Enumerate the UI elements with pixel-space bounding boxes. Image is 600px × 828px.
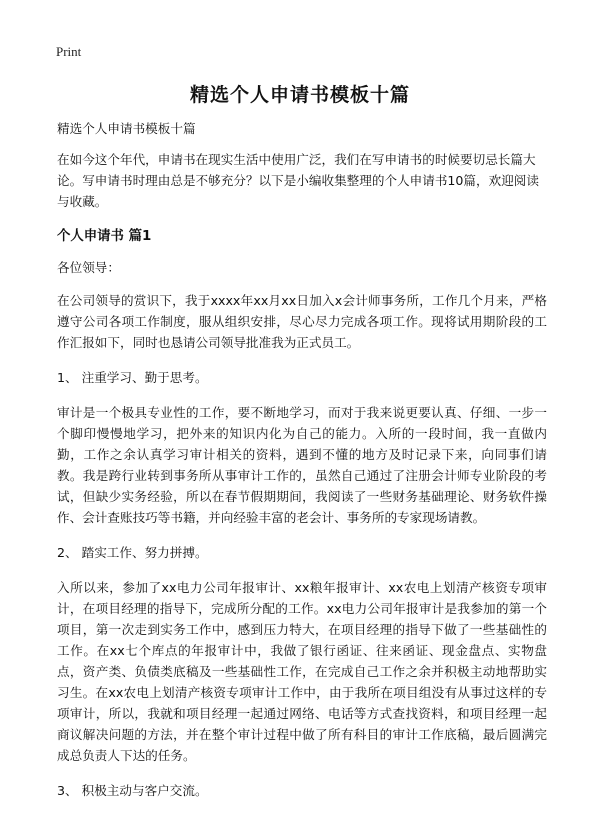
intro-paragraph: 在如今这个年代，申请书在现实生活中使用广泛，我们在写申请书的时候要切忌长篇大论。写申请书时理由总是不够充分？以下是小编收集整理的个人申请书10篇，欢迎阅读与收藏。 <box>57 152 539 209</box>
list-item-1: 1、 注重学习、勤于思考。 <box>57 370 208 385</box>
paragraph-3: 入所以来，参加了xx电力公司年报审计、xx粮年报审计、xx农电上划清产核资专项审计，在项目经理的指导下，完成所分配的工作。xx电力公司年报审计是我参加的第一个项目，第一次走到实务工作中，感到压力特大，在项目经理的指导下做了一些基础性的工作。在xx七个库点的年报审计中，我做了银行函证、往来函证、现金盘点、实物盘点，资产类、负债类底稿及一些基础性工作，在完成自己工作之余并积极主动地帮助实习生。在xx农电上划清产核资专项审计工作中，由于我所在项目组没有从事过这样的专项审计，所以，我就和项目经理一起通过网络、电话等方式查找资料，和项目经理一起商议解决问题的方法，并在整个审计过程中做了所有科目的审计工作底稿，最后圆满完成总负责人下达的任务。 <box>57 580 547 763</box>
document-title: 精选个人申请书模板十篇 <box>189 84 410 106</box>
document-body <box>57 118 547 815</box>
paragraph-1: 在公司领导的赏识下，我于xxxx年xx月xx日加入x会计师事务所，工作几个月来，严格遵守公司各项工作制度，服从组织安排，尽心尽力完成各项工作。现将试用期阶段的工作汇报如下，同时也恳请公司领导批准我为正式员工。 <box>57 293 547 350</box>
print-label: Print <box>56 44 82 59</box>
section-heading: 个人申请书 篇1 <box>57 229 152 244</box>
list-item-2: 2、 踏实工作、努力拼搏。 <box>57 545 208 560</box>
document-subtitle: 精选个人申请书模板十篇 <box>57 121 196 136</box>
paragraph-2: 审计是一个极具专业性的工作，要不断地学习，而对于我来说更要认真、仔细、一步一个脚印慢慢地学习，把外来的知识内化为自己的能力。入所的一段时间，我一直做内勤，工作之余认真学习审计相关的资料，遇到不懂的地方及时记录下来，向同事们请教。我是跨行业转到事务所从事审计工作的，虽然自己通过了注册会计师专业阶段的考试，但缺少实务经验，所以在春节假期期间，我阅读了一些财务基础理论、财务软件操作、会计查账技巧等书籍，并向经验丰富的老会计、事务所的专家现场请教。 <box>57 405 547 525</box>
list-item-3: 3、 积极主动与客户交流。 <box>57 783 208 798</box>
salutation: 各位领导： <box>57 260 120 275</box>
